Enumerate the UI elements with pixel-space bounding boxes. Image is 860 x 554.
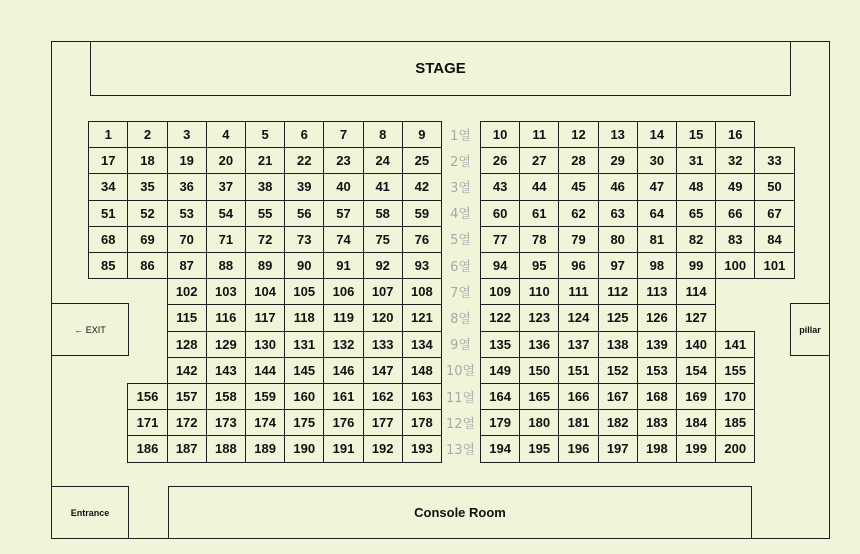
- seat-106[interactable]: 106: [323, 278, 363, 305]
- seat-34[interactable]: 34: [88, 173, 128, 200]
- seat-61[interactable]: 61: [519, 200, 559, 227]
- seat-122[interactable]: 122: [480, 304, 520, 331]
- seat-37[interactable]: 37: [206, 173, 246, 200]
- seat-161[interactable]: 161: [323, 383, 363, 410]
- row-label: 10열: [445, 364, 476, 380]
- seat-170[interactable]: 170: [715, 383, 755, 410]
- seat-10[interactable]: 10: [480, 121, 520, 148]
- seat-76[interactable]: 76: [402, 226, 442, 253]
- row-label: 1열: [450, 128, 471, 144]
- seat-114[interactable]: 114: [676, 278, 716, 305]
- seat-60[interactable]: 60: [480, 200, 520, 227]
- seat-147[interactable]: 147: [363, 357, 403, 384]
- exit-area: ← EXIT: [51, 303, 129, 356]
- seat-105[interactable]: 105: [284, 278, 324, 305]
- seat-1[interactable]: 1: [88, 121, 128, 148]
- seat-52[interactable]: 52: [127, 200, 167, 227]
- seat-125[interactable]: 125: [598, 304, 638, 331]
- seat-145[interactable]: 145: [284, 357, 324, 384]
- seat-68[interactable]: 68: [88, 226, 128, 253]
- seat-73[interactable]: 73: [284, 226, 324, 253]
- seat-181[interactable]: 181: [558, 409, 598, 436]
- seat-160[interactable]: 160: [284, 383, 324, 410]
- seat-15[interactable]: 15: [676, 121, 716, 148]
- seat-190[interactable]: 190: [284, 435, 324, 462]
- seat-18[interactable]: 18: [127, 147, 167, 174]
- seat-69[interactable]: 69: [127, 226, 167, 253]
- seat-111[interactable]: 111: [558, 278, 598, 305]
- seat-47[interactable]: 47: [637, 173, 677, 200]
- seat-45[interactable]: 45: [558, 173, 598, 200]
- seat-35[interactable]: 35: [127, 173, 167, 200]
- seat-188[interactable]: 188: [206, 435, 246, 462]
- seat-189[interactable]: 189: [245, 435, 285, 462]
- row-label: 2열: [450, 154, 471, 170]
- seat-96[interactable]: 96: [558, 252, 598, 279]
- seat-110[interactable]: 110: [519, 278, 559, 305]
- seat-13[interactable]: 13: [598, 121, 638, 148]
- seat-50[interactable]: 50: [754, 173, 794, 200]
- seat-22[interactable]: 22: [284, 147, 324, 174]
- seat-9[interactable]: 9: [402, 121, 442, 148]
- seat-20[interactable]: 20: [206, 147, 246, 174]
- seat-85[interactable]: 85: [88, 252, 128, 279]
- seat-75[interactable]: 75: [363, 226, 403, 253]
- row-label: 4열: [450, 207, 471, 223]
- entrance: Entrance: [51, 486, 129, 539]
- seat-121[interactable]: 121: [402, 304, 442, 331]
- seat-59[interactable]: 59: [402, 200, 442, 227]
- seat-88[interactable]: 88: [206, 252, 246, 279]
- seat-117[interactable]: 117: [245, 304, 285, 331]
- seat-150[interactable]: 150: [519, 357, 559, 384]
- seat-74[interactable]: 74: [323, 226, 363, 253]
- seat-64[interactable]: 64: [637, 200, 677, 227]
- seat-62[interactable]: 62: [558, 200, 598, 227]
- seat-185[interactable]: 185: [715, 409, 755, 436]
- seat-127[interactable]: 127: [676, 304, 716, 331]
- seat-23[interactable]: 23: [323, 147, 363, 174]
- seat-36[interactable]: 36: [167, 173, 207, 200]
- seat-183[interactable]: 183: [637, 409, 677, 436]
- seat-166[interactable]: 166: [558, 383, 598, 410]
- seat-53[interactable]: 53: [167, 200, 207, 227]
- seat-24[interactable]: 24: [363, 147, 403, 174]
- seat-77[interactable]: 77: [480, 226, 520, 253]
- row-label: 12열: [445, 416, 476, 432]
- seat-48[interactable]: 48: [676, 173, 716, 200]
- row-label: 6열: [450, 259, 471, 275]
- seat-129[interactable]: 129: [206, 331, 246, 358]
- seat-80[interactable]: 80: [598, 226, 638, 253]
- seat-89[interactable]: 89: [245, 252, 285, 279]
- seat-70[interactable]: 70: [167, 226, 207, 253]
- seat-175[interactable]: 175: [284, 409, 324, 436]
- seat-182[interactable]: 182: [598, 409, 638, 436]
- seat-5[interactable]: 5: [245, 121, 285, 148]
- seat-144[interactable]: 144: [245, 357, 285, 384]
- seat-199[interactable]: 199: [676, 435, 716, 462]
- seat-17[interactable]: 17: [88, 147, 128, 174]
- seat-192[interactable]: 192: [363, 435, 403, 462]
- seat-159[interactable]: 159: [245, 383, 285, 410]
- seat-97[interactable]: 97: [598, 252, 638, 279]
- seat-43[interactable]: 43: [480, 173, 520, 200]
- seat-195[interactable]: 195: [519, 435, 559, 462]
- seat-128[interactable]: 128: [167, 331, 207, 358]
- seat-168[interactable]: 168: [637, 383, 677, 410]
- seat-184[interactable]: 184: [676, 409, 716, 436]
- seat-4[interactable]: 4: [206, 121, 246, 148]
- seat-81[interactable]: 81: [637, 226, 677, 253]
- seat-39[interactable]: 39: [284, 173, 324, 200]
- seat-79[interactable]: 79: [558, 226, 598, 253]
- seat-28[interactable]: 28: [558, 147, 598, 174]
- seat-123[interactable]: 123: [519, 304, 559, 331]
- seat-32[interactable]: 32: [715, 147, 755, 174]
- seat-118[interactable]: 118: [284, 304, 324, 331]
- seat-40[interactable]: 40: [323, 173, 363, 200]
- seat-86[interactable]: 86: [127, 252, 167, 279]
- seat-146[interactable]: 146: [323, 357, 363, 384]
- seat-178[interactable]: 178: [402, 409, 442, 436]
- seat-71[interactable]: 71: [206, 226, 246, 253]
- seat-164[interactable]: 164: [480, 383, 520, 410]
- row-label: 9열: [450, 338, 471, 354]
- seat-197[interactable]: 197: [598, 435, 638, 462]
- seat-180[interactable]: 180: [519, 409, 559, 436]
- seat-19[interactable]: 19: [167, 147, 207, 174]
- row-label: 8열: [450, 311, 471, 327]
- seat-41[interactable]: 41: [363, 173, 403, 200]
- seat-72[interactable]: 72: [245, 226, 285, 253]
- seat-115[interactable]: 115: [167, 304, 207, 331]
- seat-21[interactable]: 21: [245, 147, 285, 174]
- seat-83[interactable]: 83: [715, 226, 755, 253]
- seat-133[interactable]: 133: [363, 331, 403, 358]
- seat-58[interactable]: 58: [363, 200, 403, 227]
- seat-193[interactable]: 193: [402, 435, 442, 462]
- seat-141[interactable]: 141: [715, 331, 755, 358]
- seat-119[interactable]: 119: [323, 304, 363, 331]
- row-label: 7열: [450, 285, 471, 301]
- seat-179[interactable]: 179: [480, 409, 520, 436]
- seat-186[interactable]: 186: [127, 435, 167, 462]
- seat-31[interactable]: 31: [676, 147, 716, 174]
- seat-93[interactable]: 93: [402, 252, 442, 279]
- seat-49[interactable]: 49: [715, 173, 755, 200]
- seat-78[interactable]: 78: [519, 226, 559, 253]
- seat-94[interactable]: 94: [480, 252, 520, 279]
- seat-56[interactable]: 56: [284, 200, 324, 227]
- seat-107[interactable]: 107: [363, 278, 403, 305]
- seat-116[interactable]: 116: [206, 304, 246, 331]
- seat-130[interactable]: 130: [245, 331, 285, 358]
- seat-103[interactable]: 103: [206, 278, 246, 305]
- seat-100[interactable]: 100: [715, 252, 755, 279]
- seat-142[interactable]: 142: [167, 357, 207, 384]
- seat-11[interactable]: 11: [519, 121, 559, 148]
- seat-3[interactable]: 3: [167, 121, 207, 148]
- seat-176[interactable]: 176: [323, 409, 363, 436]
- seat-8[interactable]: 8: [363, 121, 403, 148]
- seat-135[interactable]: 135: [480, 331, 520, 358]
- seat-136[interactable]: 136: [519, 331, 559, 358]
- seat-95[interactable]: 95: [519, 252, 559, 279]
- seat-153[interactable]: 153: [637, 357, 677, 384]
- seat-92[interactable]: 92: [363, 252, 403, 279]
- seat-156[interactable]: 156: [127, 383, 167, 410]
- seat-154[interactable]: 154: [676, 357, 716, 384]
- seat-104[interactable]: 104: [245, 278, 285, 305]
- seat-44[interactable]: 44: [519, 173, 559, 200]
- seat-137[interactable]: 137: [558, 331, 598, 358]
- seat-57[interactable]: 57: [323, 200, 363, 227]
- seat-54[interactable]: 54: [206, 200, 246, 227]
- seat-14[interactable]: 14: [637, 121, 677, 148]
- seat-191[interactable]: 191: [323, 435, 363, 462]
- seat-84[interactable]: 84: [754, 226, 794, 253]
- seat-67[interactable]: 67: [754, 200, 794, 227]
- seat-171[interactable]: 171: [127, 409, 167, 436]
- seat-198[interactable]: 198: [637, 435, 677, 462]
- seat-33[interactable]: 33: [754, 147, 794, 174]
- seat-167[interactable]: 167: [598, 383, 638, 410]
- console-room: Console Room: [168, 486, 752, 539]
- seat-158[interactable]: 158: [206, 383, 246, 410]
- seat-27[interactable]: 27: [519, 147, 559, 174]
- seat-169[interactable]: 169: [676, 383, 716, 410]
- seat-112[interactable]: 112: [598, 278, 638, 305]
- seat-120[interactable]: 120: [363, 304, 403, 331]
- row-label: 11열: [445, 390, 476, 406]
- seat-101[interactable]: 101: [754, 252, 794, 279]
- seat-46[interactable]: 46: [598, 173, 638, 200]
- seat-82[interactable]: 82: [676, 226, 716, 253]
- seat-12[interactable]: 12: [558, 121, 598, 148]
- seat-148[interactable]: 148: [402, 357, 442, 384]
- seat-187[interactable]: 187: [167, 435, 207, 462]
- pillar: pillar: [790, 303, 830, 356]
- seat-98[interactable]: 98: [637, 252, 677, 279]
- seat-143[interactable]: 143: [206, 357, 246, 384]
- seat-102[interactable]: 102: [167, 278, 207, 305]
- seat-51[interactable]: 51: [88, 200, 128, 227]
- seat-26[interactable]: 26: [480, 147, 520, 174]
- seat-149[interactable]: 149: [480, 357, 520, 384]
- seat-87[interactable]: 87: [167, 252, 207, 279]
- seat-138[interactable]: 138: [598, 331, 638, 358]
- seat-163[interactable]: 163: [402, 383, 442, 410]
- seat-99[interactable]: 99: [676, 252, 716, 279]
- seat-42[interactable]: 42: [402, 173, 442, 200]
- seat-151[interactable]: 151: [558, 357, 598, 384]
- seat-113[interactable]: 113: [637, 278, 677, 305]
- seat-139[interactable]: 139: [637, 331, 677, 358]
- seat-90[interactable]: 90: [284, 252, 324, 279]
- seat-194[interactable]: 194: [480, 435, 520, 462]
- seat-65[interactable]: 65: [676, 200, 716, 227]
- seat-157[interactable]: 157: [167, 383, 207, 410]
- seat-108[interactable]: 108: [402, 278, 442, 305]
- seat-91[interactable]: 91: [323, 252, 363, 279]
- seat-55[interactable]: 55: [245, 200, 285, 227]
- seat-66[interactable]: 66: [715, 200, 755, 227]
- seat-172[interactable]: 172: [167, 409, 207, 436]
- row-label: 13열: [445, 442, 476, 458]
- seat-173[interactable]: 173: [206, 409, 246, 436]
- seat-7[interactable]: 7: [323, 121, 363, 148]
- seat-124[interactable]: 124: [558, 304, 598, 331]
- seat-132[interactable]: 132: [323, 331, 363, 358]
- seat-155[interactable]: 155: [715, 357, 755, 384]
- seat-30[interactable]: 30: [637, 147, 677, 174]
- seat-6[interactable]: 6: [284, 121, 324, 148]
- seat-109[interactable]: 109: [480, 278, 520, 305]
- seat-200[interactable]: 200: [715, 435, 755, 462]
- row-label: 5열: [450, 233, 471, 249]
- seat-196[interactable]: 196: [558, 435, 598, 462]
- stage: STAGE: [90, 41, 791, 96]
- seat-162[interactable]: 162: [363, 383, 403, 410]
- seat-165[interactable]: 165: [519, 383, 559, 410]
- seat-140[interactable]: 140: [676, 331, 716, 358]
- seat-2[interactable]: 2: [127, 121, 167, 148]
- seat-38[interactable]: 38: [245, 173, 285, 200]
- seat-174[interactable]: 174: [245, 409, 285, 436]
- seat-63[interactable]: 63: [598, 200, 638, 227]
- seat-29[interactable]: 29: [598, 147, 638, 174]
- seat-131[interactable]: 131: [284, 331, 324, 358]
- seat-152[interactable]: 152: [598, 357, 638, 384]
- seat-16[interactable]: 16: [715, 121, 755, 148]
- row-label: 3열: [450, 180, 471, 196]
- seat-177[interactable]: 177: [363, 409, 403, 436]
- seat-126[interactable]: 126: [637, 304, 677, 331]
- seat-134[interactable]: 134: [402, 331, 442, 358]
- seat-25[interactable]: 25: [402, 147, 442, 174]
